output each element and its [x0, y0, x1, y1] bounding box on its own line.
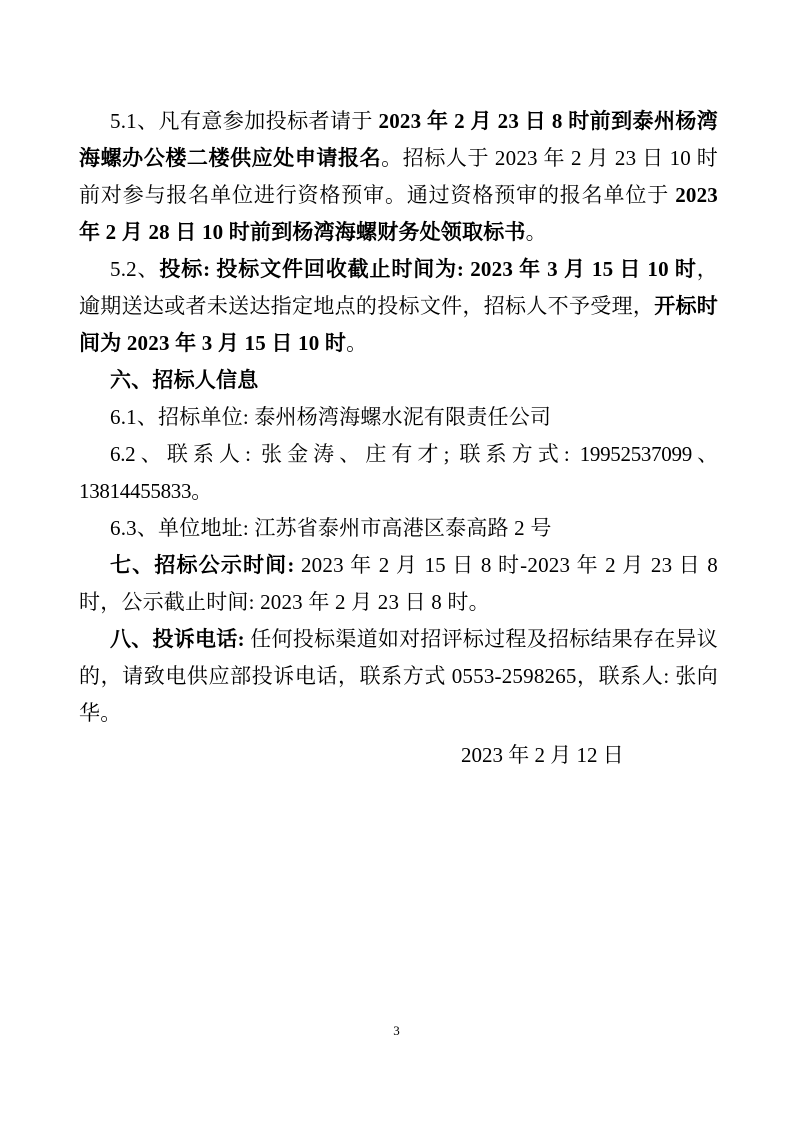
clause-5-1 [79, 103, 718, 251]
clause-6-3-segment: 6.3、单位地址: 江苏省泰州市高港区泰高路 2 号 [110, 516, 552, 540]
clause-7-publicity-time-segment: 2023 年 2 月 15 日 8 时-2023 年 2 月 23 日 8 时，公示截止时间: 2023 年 2 月 23 日 8 时。 [79, 553, 718, 614]
heading-bidder-info [79, 362, 718, 399]
page-number: 3 [393, 1023, 400, 1038]
clause-5-2-bold-segment: 投标: 投标文件回收截止时间为: 2023 年 3 月 15 日 10 时 [159, 257, 697, 281]
clause-6-3 [79, 510, 718, 547]
clause-5-2-segment: 5.2、 [110, 257, 160, 281]
clause-5-2-bold-segment: 开标时间为 2023 年 3 月 15 日 10 时 [79, 294, 718, 355]
clause-8-complaint-phone-segment: 任何投标渠道如对招评标过程及招标结果存在异议的，请致电供应部投诉电话，联系方式 0553-2598265，联系人: 张向华。 [79, 627, 718, 725]
clause-6-1-segment: 6.1、招标单位: 泰州杨湾海螺水泥有限责任公司 [110, 405, 552, 429]
clause-6-2-segment: 6.2、联系人: 张金涛、庄有才; 联系方式: 19952537099、13814455833。 [79, 442, 718, 503]
clause-5-1-segment: 。招标人于 2023 年 2 月 23 日 10 时前对参与报名单位进行资格预审。通过资格预审的报名单位于 [79, 146, 718, 207]
clause-5-1-bold-segment: 2023 年 2 月 28 日 10 时前到杨湾海螺财务处领取标书 [79, 183, 718, 244]
clause-5-2-segment: 。 [346, 331, 368, 355]
clause-7-publicity-time [79, 547, 718, 621]
signature-date: 2023 年 2 月 12 日 [461, 743, 624, 767]
clause-6-2 [79, 436, 718, 510]
clause-5-1-bold-segment: 2023 年 2 月 23 日 8 时前到泰州杨湾海螺办公楼二楼供应处申请报名 [79, 109, 719, 170]
clause-7-publicity-time-bold-segment: 七、招标公示时间: [110, 553, 301, 577]
clause-5-2 [79, 251, 718, 362]
clause-5-1-segment: 5.1、凡有意参加投标者请于 [110, 109, 379, 133]
clause-5-1-segment: 。 [525, 220, 547, 244]
heading-bidder-info-bold-segment: 六、招标人信息 [110, 368, 259, 392]
document-body [79, 103, 718, 732]
clause-8-complaint-phone-bold-segment: 八、投诉电话: [110, 627, 251, 651]
clause-5-2-segment: ，逾期送达或者未送达指定地点的投标文件，招标人不予受理， [79, 257, 718, 318]
clause-6-1 [79, 399, 718, 436]
clause-8-complaint-phone [79, 621, 718, 732]
